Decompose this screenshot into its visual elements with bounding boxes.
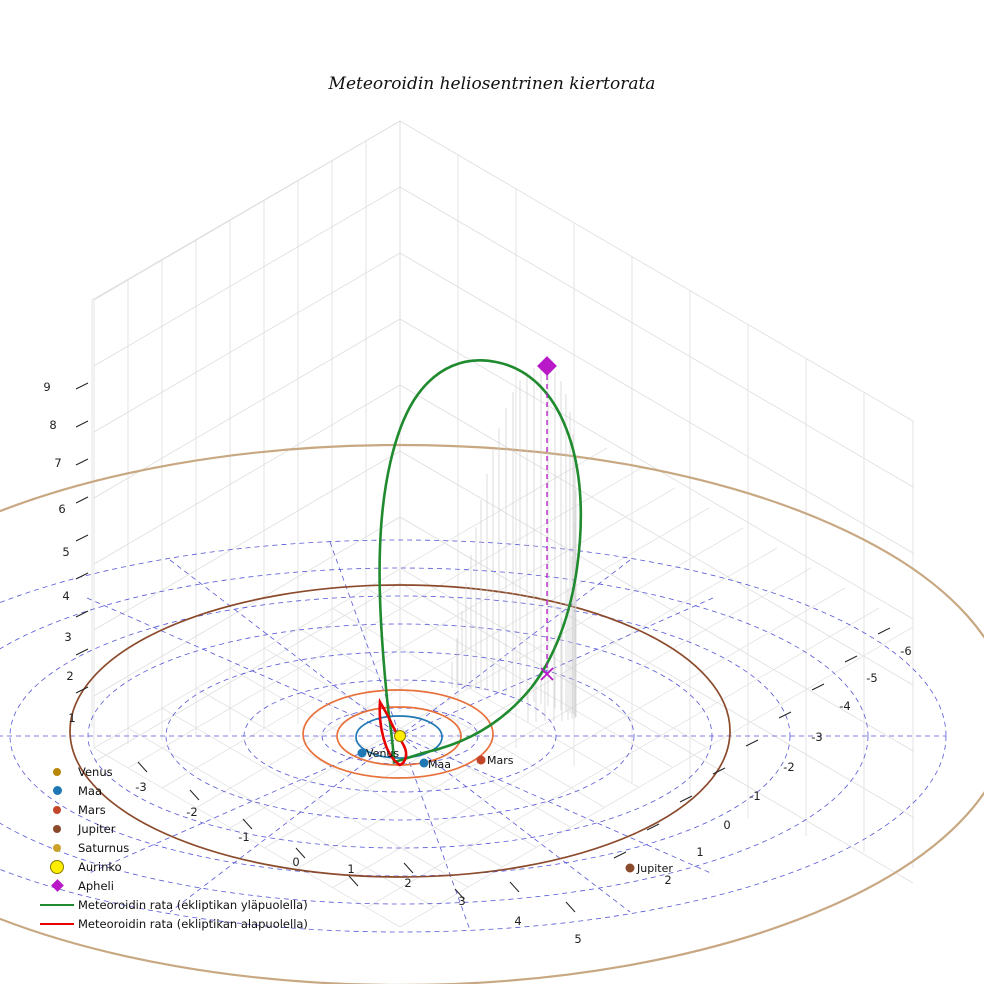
jupiter-marker-icon bbox=[36, 825, 78, 833]
legend-label-jupiter: Jupiter bbox=[78, 821, 116, 836]
y-tick--3: -3 bbox=[811, 730, 823, 744]
apheli-diamond-icon bbox=[36, 881, 78, 890]
marker-aurinko bbox=[395, 731, 406, 742]
body-label-jupiter: Jupiter bbox=[637, 862, 673, 875]
body-labels bbox=[366, 747, 673, 875]
x-tick-1: 1 bbox=[347, 862, 355, 876]
legend-label-aurinko: Aurinko bbox=[78, 859, 122, 874]
saturnus-marker-icon bbox=[36, 844, 78, 852]
z-tick-1: 1 bbox=[68, 711, 76, 725]
y-tick-2: 2 bbox=[664, 873, 672, 887]
mars-marker-icon bbox=[36, 806, 78, 814]
y-tick--1: -1 bbox=[749, 789, 761, 803]
legend-item-aurinko bbox=[36, 857, 346, 876]
legend-item-jupiter bbox=[36, 819, 346, 838]
y-tick--5: -5 bbox=[866, 671, 878, 685]
legend-item-maa bbox=[36, 781, 346, 800]
y-tick--4: -4 bbox=[839, 699, 851, 713]
z-tick-7: 7 bbox=[54, 456, 62, 470]
z-axis bbox=[43, 380, 88, 725]
z-tick-3: 3 bbox=[64, 630, 72, 644]
legend-item-mars bbox=[36, 800, 346, 819]
meteoroid-drop-lines bbox=[452, 366, 576, 722]
y-tick--2: -2 bbox=[783, 760, 795, 774]
aphelion-marker bbox=[537, 356, 557, 376]
x-tick-0: 0 bbox=[292, 855, 300, 869]
legend-label-saturnus: Saturnus bbox=[78, 840, 130, 855]
chart-title: Meteoroidin heliosentrinen kiertorata bbox=[328, 74, 656, 94]
red-line-icon bbox=[36, 923, 78, 925]
legend-item-venus bbox=[36, 762, 346, 781]
venus-marker-icon bbox=[36, 768, 78, 776]
marker-mars bbox=[477, 756, 486, 765]
x-tick-4: 4 bbox=[514, 914, 522, 928]
maa-marker-icon bbox=[36, 786, 78, 795]
legend-label-orbit-below: Meteoroidin rata (ekliptikan alapuolella) bbox=[78, 916, 308, 931]
z-tick-5: 5 bbox=[62, 545, 70, 559]
x-tick--1: -1 bbox=[238, 830, 250, 844]
y-axis bbox=[614, 628, 912, 887]
chart-legend bbox=[36, 762, 346, 933]
aurinko-marker-icon bbox=[36, 860, 78, 874]
y-tick-1: 1 bbox=[696, 845, 704, 859]
marker-jupiter bbox=[626, 864, 635, 873]
legend-label-mars: Mars bbox=[78, 802, 106, 817]
legend-label-maa: Maa bbox=[78, 783, 103, 798]
legend-label-apheli: Apheli bbox=[78, 878, 114, 893]
legend-item-orbit-below bbox=[36, 914, 346, 933]
legend-item-orbit-above bbox=[36, 895, 346, 914]
z-tick-9: 9 bbox=[43, 380, 51, 394]
aphelion-projection-x bbox=[541, 668, 553, 680]
x-tick--2: -2 bbox=[186, 805, 198, 819]
legend-item-saturnus bbox=[36, 838, 346, 857]
x-tick-3: 3 bbox=[458, 894, 466, 908]
green-line-icon bbox=[36, 904, 78, 906]
y-tick--6: -6 bbox=[900, 644, 912, 658]
body-label-venus: Venus bbox=[366, 747, 400, 760]
z-tick-2: 2 bbox=[66, 669, 74, 683]
z-tick-8: 8 bbox=[49, 418, 57, 432]
z-tick-6: 6 bbox=[58, 502, 66, 516]
legend-item-apheli bbox=[36, 876, 346, 895]
legend-label-orbit-above: Meteoroidin rata (ekliptikan yläpuolella) bbox=[78, 897, 308, 912]
x-tick-5: 5 bbox=[574, 932, 582, 946]
x-tick-2: 2 bbox=[404, 876, 412, 890]
y-tick-0: 0 bbox=[723, 818, 731, 832]
body-label-maa: Maa bbox=[428, 758, 451, 771]
x-tick--3: -3 bbox=[135, 780, 147, 794]
legend-label-venus: Venus bbox=[78, 764, 113, 779]
z-tick-4: 4 bbox=[62, 589, 70, 603]
body-label-mars: Mars bbox=[487, 754, 514, 767]
